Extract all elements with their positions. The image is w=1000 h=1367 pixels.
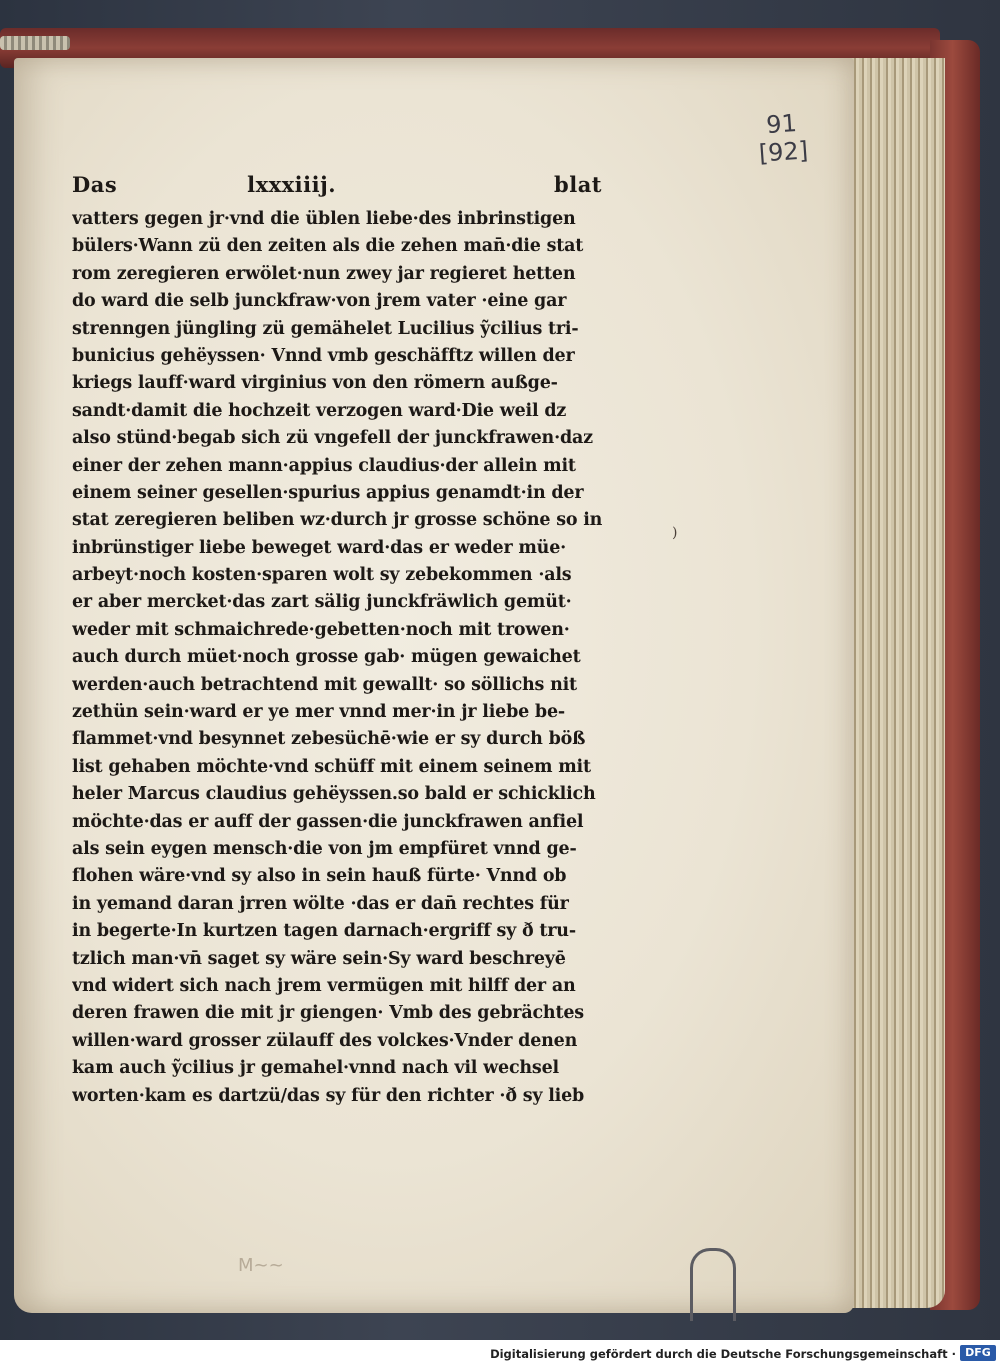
text-line: rom zeregieren erwölet·nun zwey jar regieret hetten	[72, 263, 576, 284]
running-head-left: Das	[72, 172, 118, 197]
folio-number-line1: 91	[765, 109, 798, 140]
text-line: worten·kam es dartzü/das sy für den richter ·ð sy lieb	[72, 1085, 585, 1106]
text-line: stat zeregieren beliben wz·durch jr grosse schöne so in	[72, 510, 602, 531]
text-line: heler Marcus claudius gehëyssen.so bald er schicklich	[72, 784, 596, 805]
running-head-middle: lxxxiiij.	[247, 172, 337, 197]
text-line: strenngen jüngling zü gemähelet Lucilius ỹcilius tri-	[72, 318, 579, 339]
text-line: bülers·Wann zü den zeiten als die zehen man̄·die stat	[72, 236, 584, 257]
text-line: vnd widert sich nach jrem vermügen mit hilff der an	[72, 975, 576, 996]
text-line: einer der zehen mann·appius claudius·der allein mit	[72, 455, 576, 476]
text-line: möchte·das er auff der gassen·die junckfrawen anfiel	[72, 811, 584, 832]
text-line: in begerte·In kurtzen tagen darnach·ergriff sy ð tru-	[72, 921, 576, 942]
text-line: tzlich man·vn̄ saget sy wäre sein·Sy ward beschreyē	[72, 948, 566, 969]
text-line: auch durch müet·noch grosse gab· mügen gewaichet	[72, 647, 581, 668]
text-line: inbrünstiger liebe beweget ward·das er weder müe·	[72, 537, 567, 558]
spine-headband	[0, 36, 70, 50]
text-line: arbeyt·noch kosten·sparen wolt sy zebekommen ·als	[72, 565, 572, 586]
text-line: list gehaben möchte·vnd schüff mit einem seinem mit	[72, 756, 591, 777]
text-line: kam auch ỹcilius jr gemahel·vnnd nach vil wechsel	[72, 1058, 559, 1079]
text-line: flohen wäre·vnd sy also in sein hauß fürte· Vnnd ob	[72, 866, 567, 887]
funding-credit: Digitalisierung gefördert durch die Deutsche Forschungsgemeinschaft ·	[490, 1347, 956, 1361]
running-head	[72, 172, 602, 206]
text-line: zethün sein·ward er ye mer vnnd mer·in jr liebe be-	[72, 702, 565, 723]
pencil-note: M~~	[238, 1255, 284, 1276]
text-line: deren frawen die mit jr giengen· Vmb des gebrächtes	[72, 1003, 584, 1024]
text-line: weder mit schmaichrede·gebetten·noch mit trowen·	[72, 619, 570, 640]
text-line: vatters gegen jr·vnd die üblen liebe·des inbrinstigen	[72, 209, 576, 229]
book-clip	[690, 1248, 736, 1321]
body-text	[72, 206, 602, 1110]
text-line: flammet·vnd besynnet zebesüchē·wie er sy durch böß	[72, 729, 586, 750]
text-line: er aber mercket·das zart sälig junckfräwlich gemüt·	[72, 592, 572, 613]
dfg-logo: DFG	[960, 1345, 996, 1361]
text-line: do ward die selb junckfraw·von jrem vater ·eine gar	[72, 291, 567, 312]
text-line: willen·ward grosser zülauff des volckes·Vnder denen	[72, 1030, 578, 1051]
text-line: einem seiner gesellen·spurius appius genamdt·in der	[72, 482, 584, 503]
text-line: kriegs lauff·ward virginius von den römern außge-	[72, 373, 558, 394]
text-line: als sein eygen mensch·die von jm empfüret vnnd ge-	[72, 838, 577, 859]
text-block	[72, 172, 602, 1106]
running-head-right: blat	[554, 172, 602, 197]
text-line: bunicius gehëyssen· Vnnd vmb geschäfftz willen der	[72, 345, 575, 366]
folio-number-line2: [92]	[757, 136, 810, 168]
text-line: sandt·damit die hochzeit verzogen ward·Die weil dz	[72, 400, 567, 421]
text-line: werden·auch betrachtend mit gewallt· so söllichs nit	[72, 674, 577, 695]
text-line: also stünd·begab sich zü vngefell der junckfrawen·daz	[72, 428, 593, 449]
text-line: in yemand daran jrren wölte ·das er dan̄ rechtes für	[72, 893, 569, 914]
margin-mark: )	[672, 525, 678, 541]
folio-number	[746, 108, 821, 183]
